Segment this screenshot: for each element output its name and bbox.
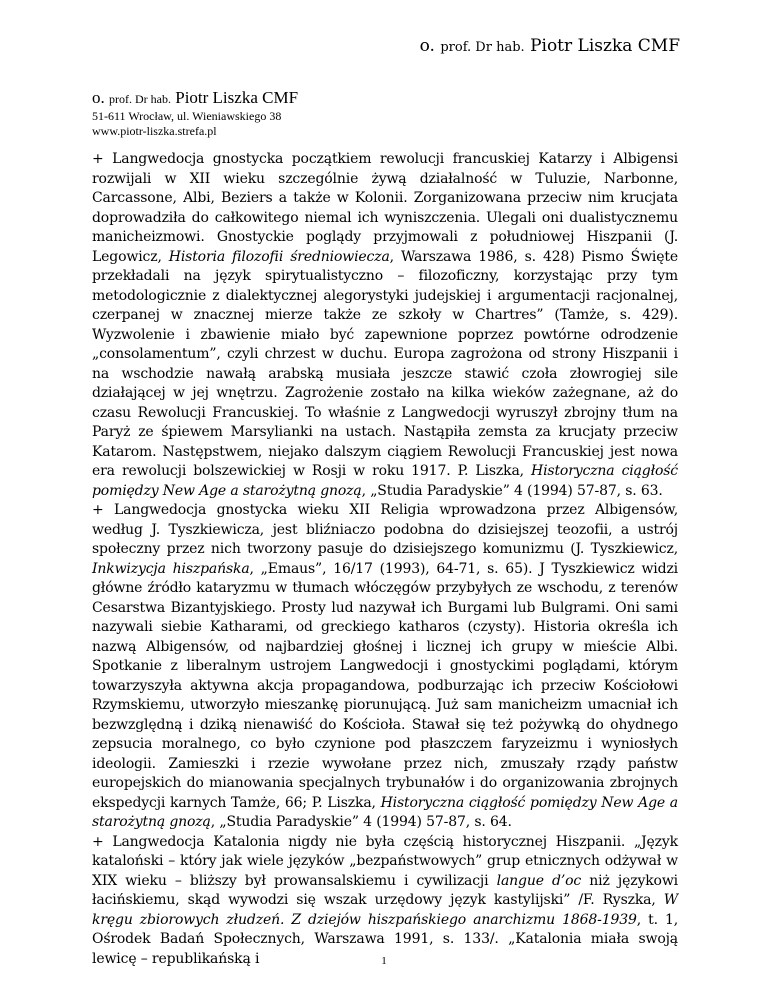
text-run: , „Emaus”, 16/17 (1993), 64-71, s. 65). J Tyszkiewicz widzi główne źródło kataryzmu w tłumach włóczęgów przybyłych ze wschodu, z terenów Cesarstwa Bizantyjskiego. Prosty lud nazywał ich Burgami lub Bulgrami. Oni sami nazywali siebie Katharami, od greckiego katharos (czysty). Historia określa ich nazwą Albigensów, od najbardziej głośnej i licznej ich grupy w mieście Albi. Spotkanie z liberalnym ustrojem Langwedocji i gnostyckimi poglądami, którym towarzyszyła aktywna akcja propagandowa, podburzając ich przeciw Kościołowi Rzymskiemu, utworzyło mieszankę piorunującą. Już sam manicheizm umacniał ich bezwzględną i dziką nienawiść do Kościoła. Stawał się też pożywką do ohydnego zepsucia moralnego, co było czynione pod płaszczem faryzeizmu i wyniosłych ideologii. Zamieszki i rzezie wywołane przez nich, zmuszały rządy państw europejskich do mianowania specjalnych trybunałów i do organizowania zbrojnych ekspedycji karnych Tamże, 66; P. Liszka, bbox=[92, 560, 678, 811]
header-name: Piotr Liszka CMF bbox=[530, 36, 680, 56]
text-run: niż językowi łacińskiemu, skąd wywodzi się wszak urzędowy język kastylijski” /F. Ryszka, bbox=[92, 872, 678, 908]
header-prefix: o. bbox=[419, 36, 435, 56]
header-title: prof. Dr hab. bbox=[440, 40, 525, 55]
document-body bbox=[92, 150, 678, 969]
entry-paragraph bbox=[92, 150, 678, 501]
italic-citation: Historyczna ciągłość pomiędzy New Age a starożytną gnozą bbox=[92, 794, 678, 830]
author-name: Piotr Liszka CMF bbox=[175, 88, 299, 107]
italic-citation: W kręgu zbiorowych złudzeń. Z dziejów hiszpańskiego anarchizmu 1868-1939 bbox=[92, 892, 678, 928]
author-block bbox=[92, 88, 298, 139]
text-run: , „Studia Paradyskie” 4 (1994) 57-87, s. 63. bbox=[361, 482, 663, 499]
author-name-line bbox=[92, 88, 298, 109]
italic-citation: Historyczna ciągłość pomiędzy New Age a starożytną gnozą bbox=[92, 463, 678, 499]
author-title: prof. Dr hab. bbox=[109, 92, 171, 106]
page-number: 1 bbox=[381, 955, 387, 967]
running-header bbox=[420, 36, 680, 56]
text-run: + Langwedocja Katalonia nigdy nie była częścią historycznej Hiszpanii. „Język kataloński – który jak wiele języków „bezpaństwowych” grup etnicznych odżywał w XIX wieku – bliższy był prowansalskiemu i cywilizacji bbox=[92, 833, 678, 889]
text-run: , Warszawa 1986, s. 428) Pismo Święte przekładali na język spirytualistyczno – filozoficzny, korzystając przy tym metodologicznie z dialektycznej alegorystyki judejskiej i argumentacji racjonalnej, czerpanej w znacznej mierze także ze szkoły w Chartres” (Tamże, s. 429). Wyzwolenie i zbawienie miało być zapewnione poprzez powtórne odrodzenie „consolamentum”, czyli chrzest w duchu. Europa zagrożona od strony Hiszpanii i na wschodzie nawałą arabską musiała jeszcze stawić czoła złowrogiej sile działającej w jej wnętrzu. Zagrożenie zostało na kilka wieków zażegnane, aż do czasu Rewolucji Francuskiej. To właśnie z Langwedocji wyruszył zbrojny tłum na Paryż ze śpiewem Marsylianki na ustach. Nastąpiła zemsta za krucjaty przeciw Katarom. Następstwem, niejako dalszym ciągiem Rewolucji Francuskiej jest nowa era rewolucji bolszewickiej w Rosji w roku 1917. P. Liszka, bbox=[92, 248, 679, 479]
author-prefix: o. bbox=[92, 88, 105, 107]
text-run: , „Studia Paradyskie” 4 (1994) 57-87, s. 64. bbox=[210, 814, 512, 830]
entry-paragraph bbox=[92, 501, 678, 833]
entry-paragraph bbox=[92, 833, 678, 970]
italic-citation: langue d’oc bbox=[496, 872, 582, 889]
italic-citation: Inkwizycja hiszpańska bbox=[92, 560, 250, 577]
text-run: + Langwedocja gnostycka początkiem rewolucji francuskiej Katarzy i Albigensi rozwijali w XII wieku szczególnie żywą działalność w Tuluzie, Narbonne, Carcassone, Albi, Beziers a także w Kolonii. Zorganizowana przeciw nim krucjata doprowadziła do całkowitego niemal ich wyniszczenia. Ulegali oni dualistycznemu manicheizmowi. Gnostyckie poglądy przyjmowali z południowej Hiszpanii (J. Legowicz, bbox=[92, 151, 678, 265]
text-run: + Langwedocja gnostycka wieku XII Religia wprowadzona przez Albigensów, według J. Tyszkiewicza, jest bliźniaczo podobna do dzisiejszej teozofii, a ustrój społeczny przez nich tworzony pasuje do dzisiejszego komunizmu (J. Tyszkiewicz, bbox=[92, 502, 678, 557]
author-address: 51-611 Wrocław, ul. Wieniawskiego 38 bbox=[92, 109, 282, 123]
text-run: , t. 1, Ośrodek Badań Społecznych, Warszawa 1991, s. 133/. „Katalonia miała swoją lewicę – republikańską i bbox=[92, 911, 679, 967]
italic-citation: Historia filozofii średniowiecza bbox=[168, 248, 390, 265]
author-website: www.piotr-liszka.strefa.pl bbox=[92, 124, 217, 138]
